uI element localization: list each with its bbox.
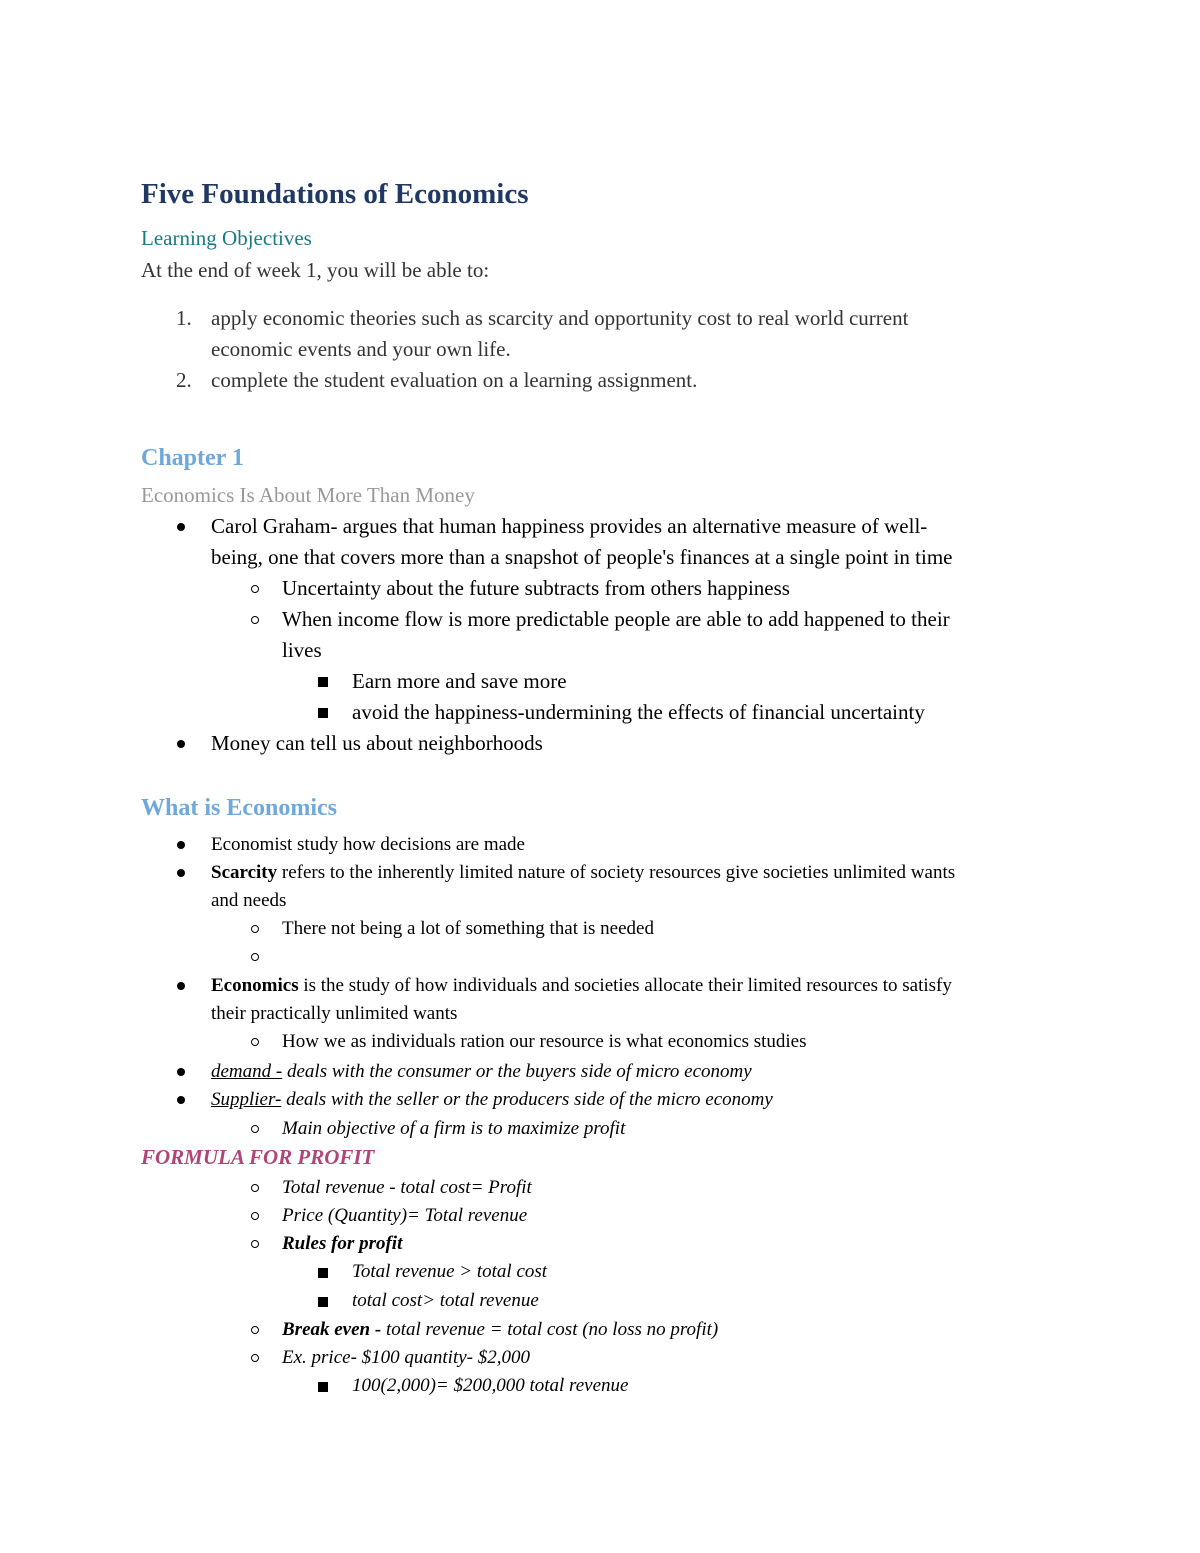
- economics-definition: is the study of how individuals and societies allocate their limited resources to satisfy: [298, 975, 952, 996]
- earn-more-item: Earn more and save more: [352, 669, 567, 693]
- objective-1-line-2: economic events and your own life.: [211, 337, 511, 361]
- bullet-icon: [177, 869, 185, 877]
- break-even-item: [282, 1320, 718, 1339]
- objective-1-line-1: apply economic theories such as scarcity and opportunity cost to real world current: [211, 306, 909, 330]
- circle-bullet-icon: [251, 1184, 259, 1192]
- square-bullet-icon: [318, 1297, 328, 1307]
- example-item: Ex. price- $100 quantity- $2,000: [282, 1347, 531, 1368]
- circle-bullet-icon: [251, 953, 259, 961]
- economist-study-item: Economist study how decisions are made: [211, 834, 525, 855]
- income-flow-line-1: When income flow is more predictable people are able to add happened to their: [282, 607, 950, 631]
- carol-graham-line-1: Carol Graham- argues that human happiness provides an alternative measure of well-: [211, 514, 928, 538]
- example-calculation: 100(2,000)= $200,000 total revenue: [352, 1375, 629, 1396]
- square-bullet-icon: [318, 1268, 328, 1278]
- avoid-uncertainty-item: avoid the happiness-undermining the effects of financial uncertainty: [352, 700, 925, 724]
- bullet-icon: [177, 1068, 185, 1076]
- square-bullet-icon: [318, 708, 328, 718]
- circle-bullet-icon: [251, 585, 259, 593]
- chapter-1-subheading: Economics Is About More Than Money: [141, 483, 475, 507]
- demand-term: demand -: [211, 1061, 283, 1082]
- chapter-1-heading: Chapter 1: [141, 445, 244, 471]
- demand-definition: deals with the consumer or the buyers side of micro economy: [282, 1061, 752, 1082]
- square-bullet-icon: [318, 677, 328, 687]
- circle-bullet-icon: [251, 1125, 259, 1133]
- break-even-definition: total revenue = total cost (no loss no profit): [381, 1319, 719, 1340]
- circle-bullet-icon: [251, 925, 259, 933]
- demand-item: [211, 1062, 752, 1081]
- learning-intro: At the end of week 1, you will be able to:: [141, 258, 490, 282]
- formula-heading: FORMULA FOR PROFIT: [141, 1145, 375, 1169]
- economics-term: Economics: [211, 975, 299, 996]
- carol-graham-line-2: being, one that covers more than a snapshot of people's finances at a single point in time: [211, 545, 953, 569]
- circle-bullet-icon: [251, 1326, 259, 1334]
- circle-bullet-icon: [251, 1212, 259, 1220]
- supplier-definition: deals with the seller or the producers side of the micro economy: [281, 1089, 773, 1110]
- uncertainty-item: Uncertainty about the future subtracts from others happiness: [282, 576, 790, 600]
- scarcity-line-1: [211, 863, 955, 882]
- economics-line-2: their practically unlimited wants: [211, 1003, 458, 1024]
- bullet-icon: [177, 523, 185, 531]
- firm-objective-item: Main objective of a firm is to maximize profit: [282, 1118, 626, 1139]
- scarcity-line-2: and needs: [211, 890, 287, 911]
- economics-line-1: [211, 976, 952, 995]
- circle-bullet-icon: [251, 616, 259, 624]
- rule-1: Total revenue > total cost: [352, 1261, 548, 1282]
- rule-2: total cost> total revenue: [352, 1290, 539, 1311]
- income-flow-line-2: lives: [282, 638, 322, 662]
- objective-2-line-1: complete the student evaluation on a learning assignment.: [211, 368, 698, 392]
- money-neighborhoods-item: Money can tell us about neighborhoods: [211, 731, 543, 755]
- what-is-economics-heading: What is Economics: [141, 795, 338, 821]
- rules-for-profit: Rules for profit: [282, 1233, 403, 1254]
- learning-objectives-heading: Learning Objectives: [141, 226, 312, 250]
- scarcity-term: Scarcity: [211, 862, 278, 883]
- supplier-item: [211, 1090, 773, 1109]
- ration-resources-item: How we as individuals ration our resource is what economics studies: [282, 1031, 807, 1052]
- bullet-icon: [177, 1096, 185, 1104]
- list-number-2: 2.: [176, 368, 192, 392]
- supplier-term: Supplier-: [211, 1089, 282, 1110]
- page-title: Five Foundations of Economics: [141, 178, 529, 210]
- break-even-term: Break even -: [282, 1319, 382, 1340]
- revenue-formula: Price (Quantity)= Total revenue: [282, 1205, 528, 1226]
- scarcity-definition: refers to the inherently limited nature of society resources give societies unlimited wants: [277, 862, 956, 883]
- circle-bullet-icon: [251, 1038, 259, 1046]
- circle-bullet-icon: [251, 1354, 259, 1362]
- scarcity-explanation: There not being a lot of something that is needed: [282, 918, 654, 939]
- bullet-icon: [177, 740, 185, 748]
- profit-formula: Total revenue - total cost= Profit: [282, 1177, 532, 1198]
- circle-bullet-icon: [251, 1240, 259, 1248]
- bullet-icon: [177, 982, 185, 990]
- square-bullet-icon: [318, 1382, 328, 1392]
- list-number-1: 1.: [176, 306, 192, 330]
- bullet-icon: [177, 841, 185, 849]
